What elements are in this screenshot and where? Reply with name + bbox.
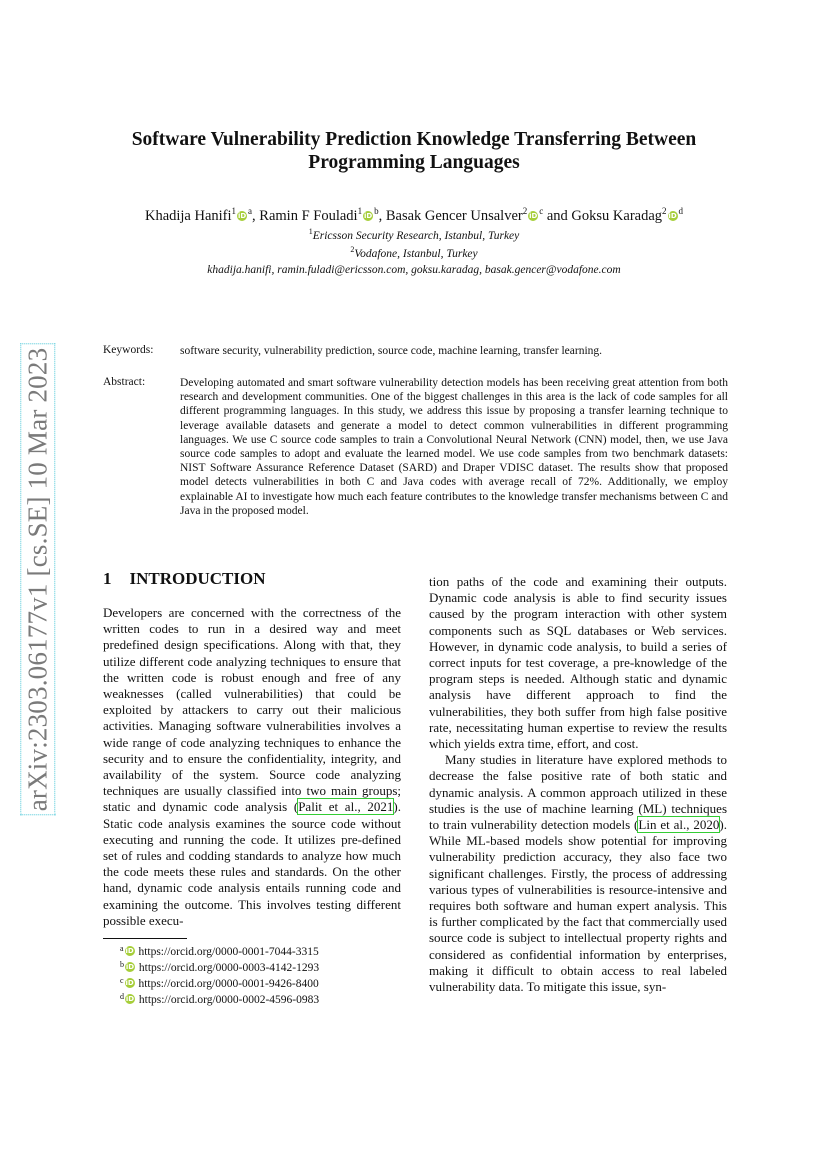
affiliation-number: 2 (350, 245, 355, 254)
footnotes (120, 944, 319, 1008)
paragraph-text: ). Static code analysis examines the source code without executing and running the code. It utilizes pre-defined set of rules and codding standards to analyze how much the code meets these rules and standards. On the other hand, dynamic code analysis entails running code and examining the outcome. This involves testing different possible execu- (103, 799, 401, 928)
keywords-label: Keywords: (103, 344, 154, 356)
footnote-mark: a (120, 944, 124, 953)
citation-link[interactable]: Lin et al., 2020 (638, 817, 720, 833)
footnote-mark: c (120, 976, 124, 985)
orcid-footnote-mark: b (374, 206, 379, 216)
author-name: Basak Gencer Unsalver (385, 208, 523, 224)
abstract-label: Abstract: (103, 376, 146, 388)
author-list (80, 207, 748, 225)
affiliation-text: Vodafone, Istanbul, Turkey (354, 248, 478, 260)
orcid-footnote-mark: a (248, 206, 253, 216)
author-name: Goksu Karadag (571, 208, 663, 224)
affiliation-mark: 1 (357, 206, 363, 216)
paragraph (103, 605, 401, 929)
section-heading (103, 569, 266, 589)
author-name: Khadija Hanifi (144, 208, 232, 224)
orcid-icon: iD (125, 979, 134, 987)
orcid-link[interactable]: https://orcid.org/0000-0001-7044-3315 (138, 946, 319, 958)
paragraph: tion paths of the code and examining their outputs. Dynamic code analysis is able to find security issues caused by the program interaction with other system components such as SQL databases or Web services. However, in dynamic code analysis, to build a series of correct inputs for test coverage, a pre-knowledge of the program steps is needed. Although static and dynamic analysis have different approach to find the vulnerabilities, they both suffer from high false positive rate, necessitating human expertise to review the results which yields extra time, effort, and cost. (429, 574, 727, 752)
orcid-icon: iD (125, 995, 135, 1003)
author-emails: khadija.hanifi, ramin.fuladi@ericsson.com, goksu.karadag, basak.gencer@vodafone.com (207, 264, 621, 276)
abstract-text: Developing automated and smart software vulnerability detection models has been receiving great attention from both research and development communities. One of the biggest challenges in this area is the lack of code samples for all different programming languages. In this study, we address this issue by proposing a transfer learning technique to leverage available datasets and generate a model to detect common vulnerabilities in different programming languages. We use C source code samples to train a Convolutional Neural Network (CNN) model, then, we use Java source code samples to adopt and evaluate the learned model. We use code samples from two benchmark datasets: NIST Software Assurance Reference Dataset (SARD) and Draper VDISC dataset. The results show that proposed model detects vulnerabilities in both C and Java codes with average recall of 72%. Additionally, we employ explainable AI to investigate how much each feature contributes to the knowledge transfer mechanisms between C and Java in the proposed model. (180, 377, 728, 517)
affiliation-text: Ericsson Security Research, Istanbul, Turkey (312, 230, 520, 242)
affiliation-mark: 1 (231, 206, 237, 216)
section-number: 1 (103, 569, 112, 588)
footnote-item (120, 992, 319, 1008)
orcid-icon[interactable]: iD (529, 212, 538, 220)
orcid-icon: iD (125, 963, 135, 971)
footnote-item (120, 960, 319, 976)
author-name: Ramin F Fouladi (259, 208, 358, 224)
keywords-text: software security, vulnerability prediction, source code, machine learning, transfer learning. (180, 345, 603, 357)
author-separator: , (378, 208, 386, 224)
footnote-rule (103, 938, 187, 939)
arxiv-identifier[interactable]: arXiv:2303.06177v1 [cs.SE] 10 Mar 2023 (22, 347, 53, 811)
author-and: and (543, 208, 572, 224)
orcid-link[interactable]: https://orcid.org/0000-0003-4142-1293 (138, 962, 320, 974)
orcid-icon[interactable]: iD (237, 212, 247, 220)
title-line-2: Programming Languages (308, 152, 520, 173)
footnote-item (120, 944, 319, 960)
title-line-1: Software Vulnerability Prediction Knowledge Transferring Between (131, 129, 697, 150)
left-column (103, 605, 401, 929)
affiliation-1 (80, 229, 748, 243)
paragraph-text: ). While ML-based models show potential for improving vulnerability prediction accuracy, they also face two significant challenges. Firstly, the process of addressing various types of vulnerabilities is resource-intensive and requires both software and human expert analysis. This is further complicated by the fact that commercially used source code is subject to intellectual property rights and considered as confidential information by enterprises, making it difficult to obtain access to real labeled vulnerability data. To mitigate this issue, syn- (429, 817, 727, 995)
orcid-icon: iD (125, 947, 134, 955)
arxiv-sidebar (23, 336, 53, 822)
right-column (429, 574, 727, 995)
author-separator: , (252, 208, 260, 224)
affiliation-mark: 2 (522, 206, 528, 216)
orcid-footnote-mark: c (539, 206, 544, 216)
affiliation-number: 1 (308, 227, 313, 236)
citation-link[interactable]: Palit et al., 2021 (298, 799, 394, 815)
footnote-mark: b (120, 960, 124, 969)
paragraph (429, 752, 727, 995)
footnote-item (120, 976, 319, 992)
orcid-link[interactable]: https://orcid.org/0000-0001-9426-8400 (138, 978, 319, 990)
section-title: INTRODUCTION (129, 569, 266, 588)
orcid-link[interactable]: https://orcid.org/0000-0002-4596-0983 (138, 994, 320, 1006)
paragraph-text: Many studies in literature have explored methods to decrease the false positive rate of both static and dynamic analysis. A common approach utilized in these studies is the use of machine learning (ML) techniques to train vulnerability detection models ( (429, 752, 727, 833)
orcid-icon[interactable]: iD (668, 212, 677, 220)
orcid-footnote-mark: d (678, 206, 684, 216)
affiliation-mark: 2 (662, 206, 667, 216)
affiliation-2 (80, 247, 748, 261)
paragraph-text: Developers are concerned with the correctness of the written codes to run in a desired way and meet predefined design specifications. Along with that, they utilize different code analyzing techniques to ensure that the written code is robust enough and free of any weaknesses (called vulnerabilities) that could be exploited by attackers to carry out their malicious activities. Managing software vulnerabilities involves a wide range of code analyzing techniques to enhance the security and to ensure the confidentiality, integrity, and availability of the system. Source code analyzing techniques are usually classified into two main groups; static and dynamic code analysis ( (103, 605, 401, 815)
paper-title (100, 128, 728, 174)
orcid-icon[interactable]: iD (363, 212, 373, 220)
footnote-mark: d (120, 992, 124, 1001)
